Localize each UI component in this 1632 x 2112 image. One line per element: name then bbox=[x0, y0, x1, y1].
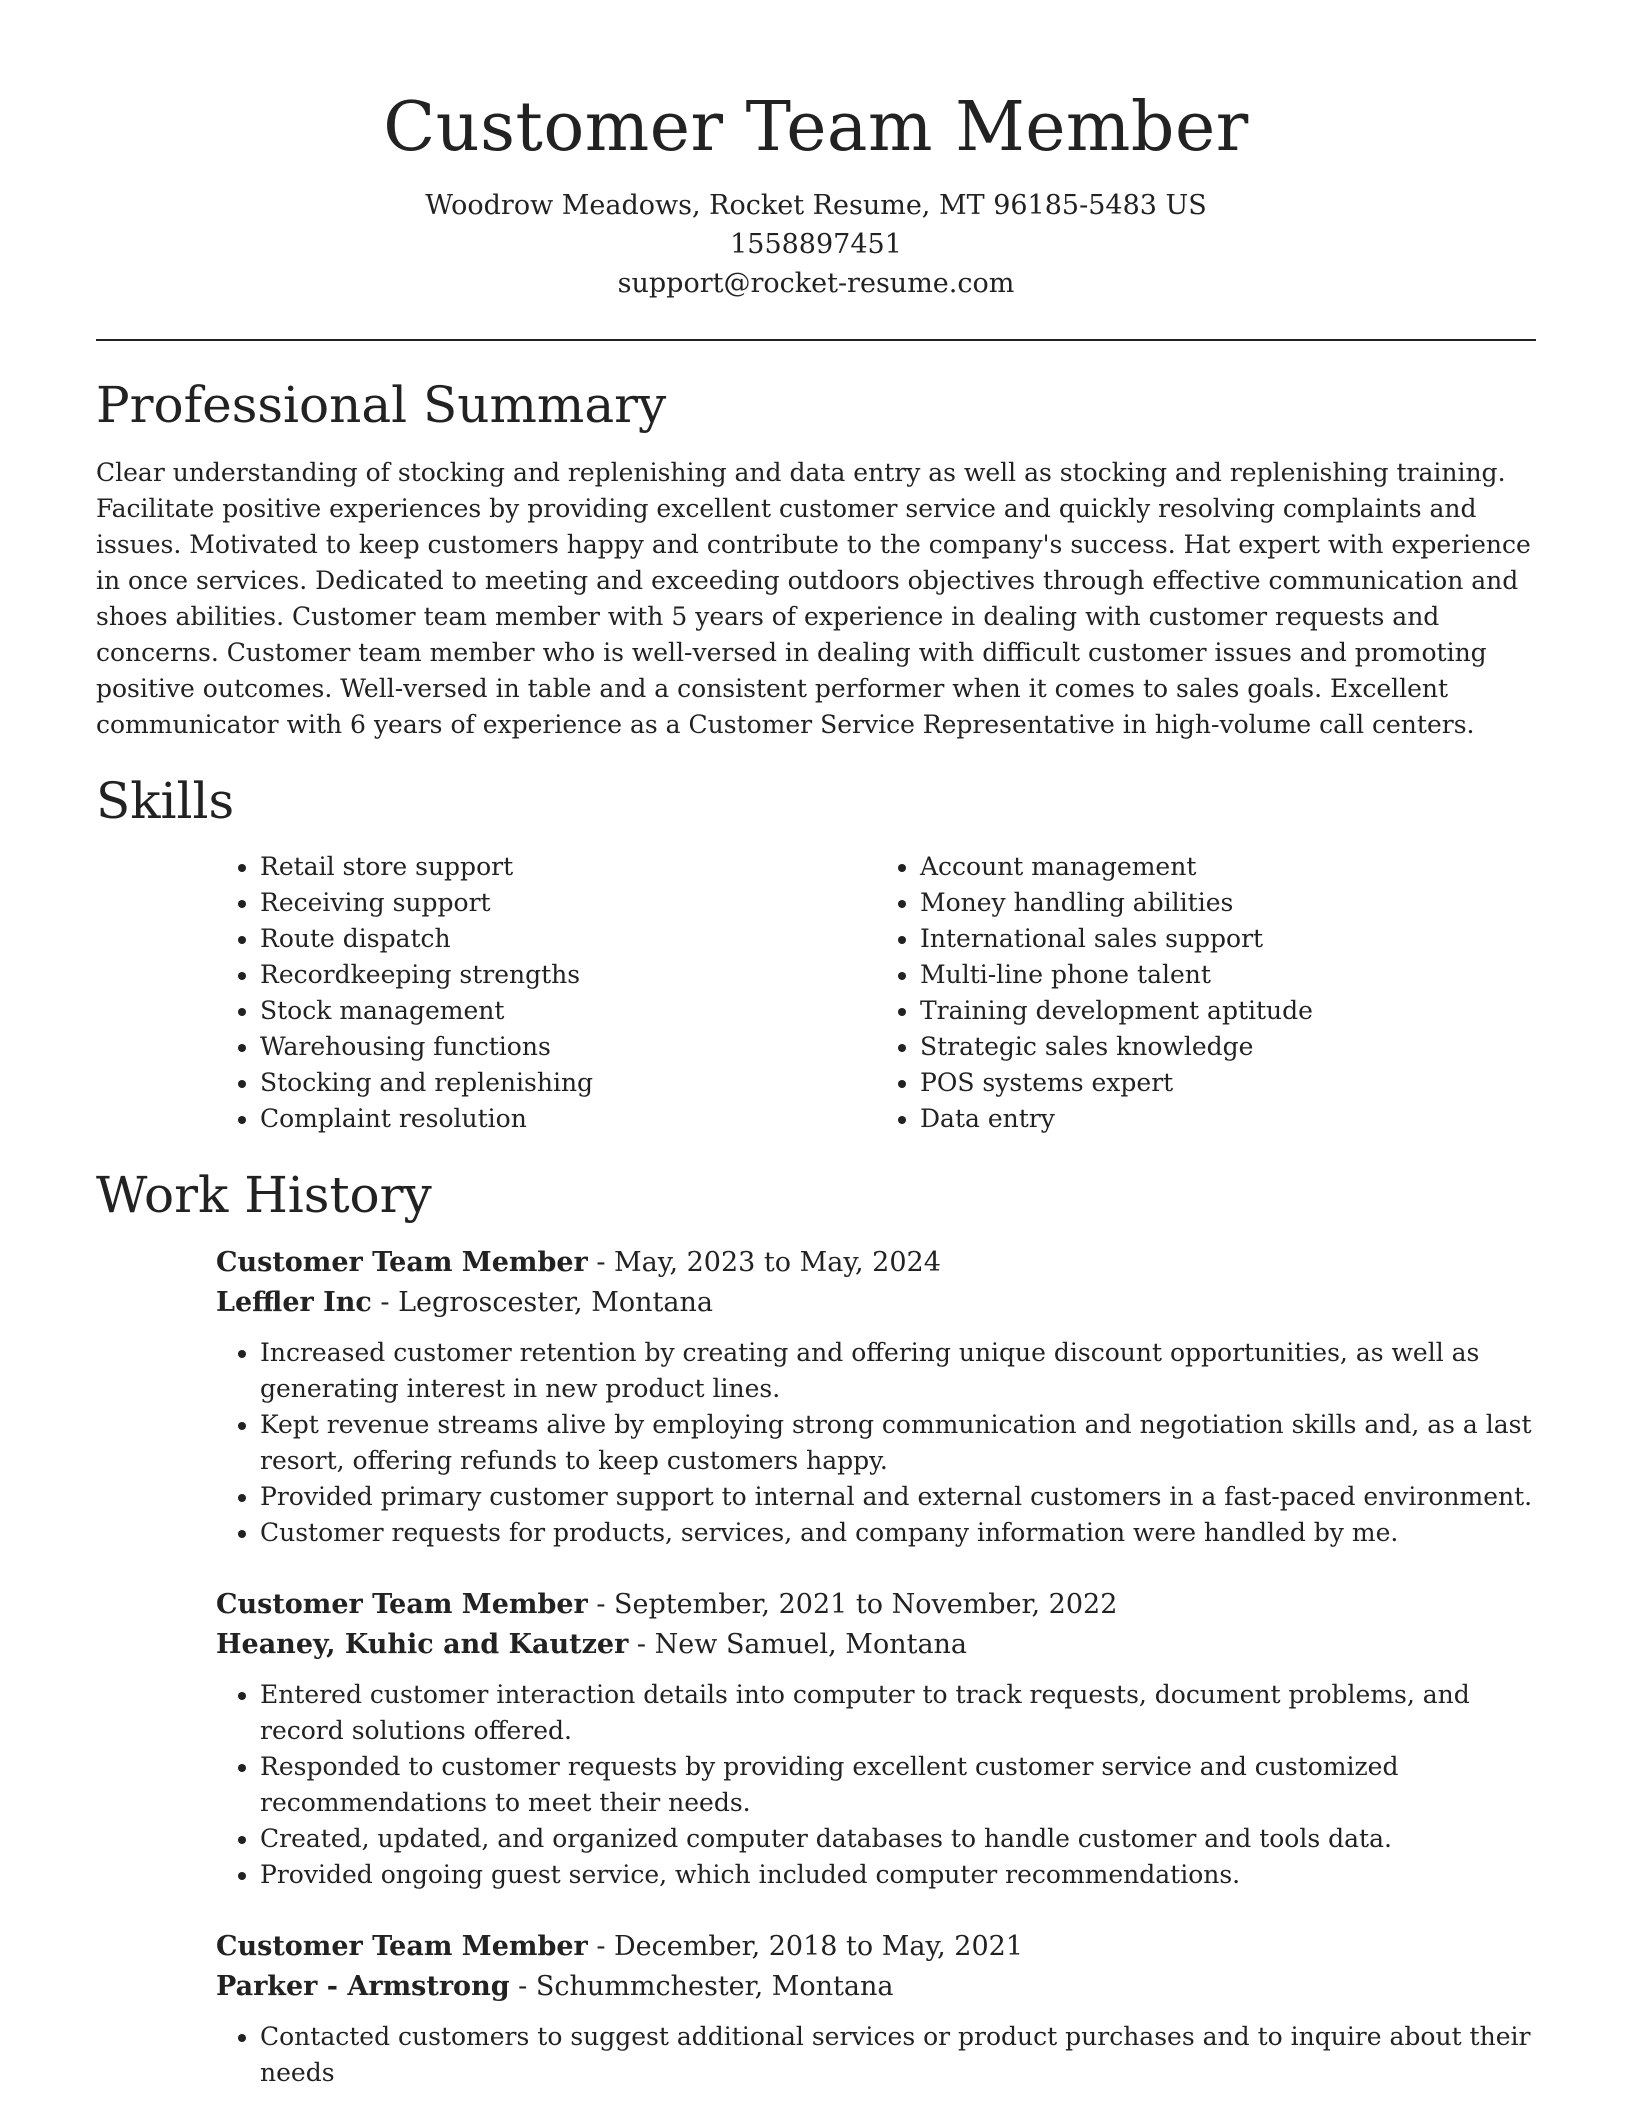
skill-item: • Stock management bbox=[260, 993, 876, 1029]
skill-item: • Training development aptitude bbox=[920, 993, 1536, 1029]
job-company: Leffler Inc bbox=[216, 1287, 372, 1318]
skills-column-left bbox=[216, 849, 876, 1137]
skills-heading: Skills bbox=[96, 772, 235, 830]
duty-item: • Entered customer interaction details into computer to track requests, document problems, and record solutions offered. bbox=[260, 1677, 1536, 1749]
job-role: Customer Team Member bbox=[216, 1589, 588, 1620]
job-duties bbox=[216, 1677, 1536, 1893]
duty-item: • Kept revenue streams alive by employing strong communication and negotiation skills and, as a last resort, offering refunds to keep customers happy. bbox=[260, 1407, 1536, 1479]
duty-item: • Created, updated, and organized computer databases to handle customer and tools data. bbox=[260, 1821, 1536, 1857]
skill-item: • Strategic sales knowledge bbox=[920, 1029, 1536, 1065]
skill-item: • Receiving support bbox=[260, 885, 876, 921]
skill-item: • Complaint resolution bbox=[260, 1101, 876, 1137]
job-dates: December, 2018 to May, 2021 bbox=[614, 1931, 1023, 1962]
skill-item: • Money handling abilities bbox=[920, 885, 1536, 921]
skill-item: • Multi-line phone talent bbox=[920, 957, 1536, 993]
skill-item: • Retail store support bbox=[260, 849, 876, 885]
job-location: Schummchester, Montana bbox=[535, 1971, 894, 2002]
job-location: New Samuel, Montana bbox=[654, 1629, 968, 1660]
job-title-line: Customer Team Member - May, 2023 to May, 2024 bbox=[216, 1247, 941, 1278]
contact-phone: 1558897451 bbox=[730, 229, 902, 260]
candidate-name: Customer Team Member bbox=[383, 88, 1249, 167]
job-role: Customer Team Member bbox=[216, 1247, 588, 1278]
summary-text: Clear understanding of stocking and replenishing and data entry as well as stocking and replenishing training. Facilitate positive experiences by providing excellent customer service and quickly resolving complaints and issues. Motivated to keep customers happy and contribute to the company's success. Hat expert with experience in once services. Dedicated to meeting and exceeding outdoors objectives through effective communication and shoes abilities. Customer team member with 5 years of experience in dealing with customer requests and concerns. Customer team member who is well-versed in dealing with difficult customer issues and promoting positive outcomes. Well-versed in table and a consistent performer when it comes to sales goals. Excellent communicator with 6 years of experience as a Customer Service Representative in high-volume call centers. bbox=[96, 458, 1531, 739]
duty-item: • Contacted customers to suggest additional services or product purchases and to inquire about their needs bbox=[260, 2019, 1536, 2091]
skill-item: • International sales support bbox=[920, 921, 1536, 957]
job-title-line: Customer Team Member - September, 2021 to November, 2022 bbox=[216, 1589, 1118, 1620]
skill-item: • Route dispatch bbox=[260, 921, 876, 957]
duty-item: • Provided ongoing guest service, which included computer recommendations. bbox=[260, 1857, 1536, 1893]
job-company: Heaney, Kuhic and Kautzer bbox=[216, 1629, 629, 1660]
contact-address: Woodrow Meadows, Rocket Resume, MT 96185-5483 US bbox=[425, 190, 1207, 221]
job-company: Parker - Armstrong bbox=[216, 1971, 510, 2002]
duty-item: • Customer requests for products, services, and company information were handled by me. bbox=[260, 1515, 1536, 1551]
job-company-line: Parker - Armstrong - Schummchester, Montana bbox=[216, 1971, 894, 2002]
work-history-heading: Work History bbox=[96, 1166, 432, 1224]
job-duties bbox=[216, 2019, 1536, 2091]
job-title-line: Customer Team Member - December, 2018 to May, 2021 bbox=[216, 1931, 1023, 1962]
skill-item: • POS systems expert bbox=[920, 1065, 1536, 1101]
resume-page bbox=[96, 0, 1536, 2091]
job-dates: May, 2023 to May, 2024 bbox=[614, 1247, 941, 1278]
duty-item: • Provided primary customer support to internal and external customers in a fast-paced environment. bbox=[260, 1479, 1536, 1515]
header-divider bbox=[96, 339, 1536, 341]
job-company-line: Heaney, Kuhic and Kautzer - New Samuel, Montana bbox=[216, 1629, 968, 1660]
skill-item: • Data entry bbox=[920, 1101, 1536, 1137]
job-entry bbox=[216, 1585, 1536, 1893]
job-duties bbox=[216, 1335, 1536, 1551]
summary-heading: Professional Summary bbox=[96, 376, 667, 434]
duty-item: • Increased customer retention by creating and offering unique discount opportunities, as well as generating interest in new product lines. bbox=[260, 1335, 1536, 1407]
job-entry bbox=[216, 1243, 1536, 1551]
skill-item: • Recordkeeping strengths bbox=[260, 957, 876, 993]
skill-item: • Account management bbox=[920, 849, 1536, 885]
skill-item: • Stocking and replenishing bbox=[260, 1065, 876, 1101]
job-company-line: Leffler Inc - Legroscester, Montana bbox=[216, 1287, 713, 1318]
job-role: Customer Team Member bbox=[216, 1931, 588, 1962]
job-location: Legroscester, Montana bbox=[398, 1287, 713, 1318]
skills-list bbox=[216, 849, 1536, 1137]
job-dates: September, 2021 to November, 2022 bbox=[614, 1589, 1118, 1620]
contact-block bbox=[96, 186, 1536, 303]
resume-header bbox=[96, 0, 1536, 303]
skill-item: • Warehousing functions bbox=[260, 1029, 876, 1065]
job-entry bbox=[216, 1927, 1536, 2091]
duty-item: • Responded to customer requests by providing excellent customer service and customized recommendations to meet their needs. bbox=[260, 1749, 1536, 1821]
contact-email[interactable]: support@rocket-resume.com bbox=[617, 268, 1015, 299]
skills-column-right bbox=[876, 849, 1536, 1137]
